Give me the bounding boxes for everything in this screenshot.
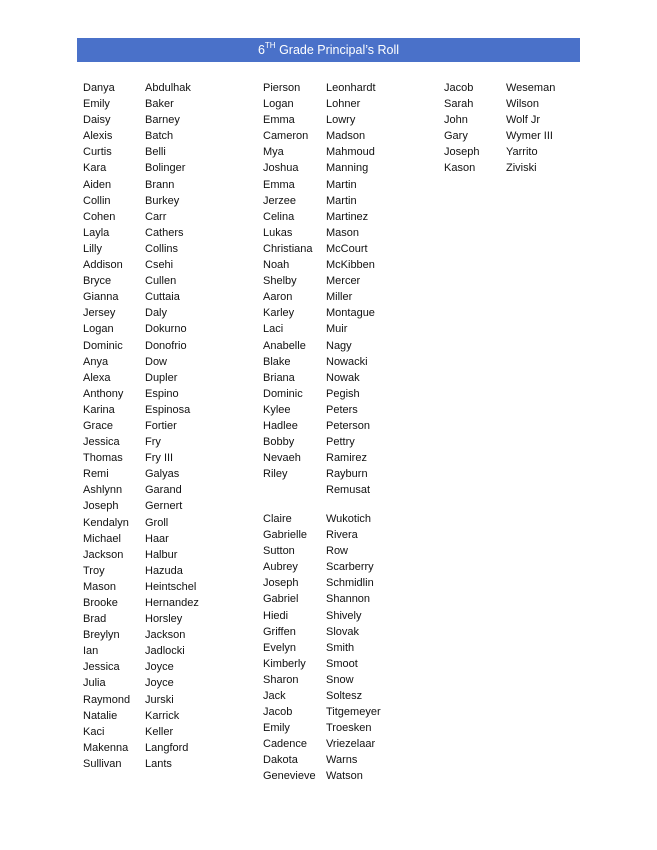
last-name: Garand — [145, 484, 182, 497]
last-name: Vriezelaar — [326, 738, 376, 751]
last-name: Shively — [326, 609, 362, 622]
last-name: Titgemeyer — [326, 706, 381, 719]
last-name: Jurski — [145, 693, 174, 706]
last-name: Espino — [145, 387, 179, 400]
first-name: Alexa — [83, 371, 111, 384]
last-name: McKibben — [326, 259, 375, 272]
last-name: Manning — [326, 162, 369, 175]
last-name: Ramirez — [326, 452, 367, 465]
first-name: Griffen — [263, 625, 296, 638]
last-name: Horsley — [145, 613, 183, 626]
first-name: Logan — [83, 323, 114, 336]
last-name: Peterson — [326, 419, 371, 432]
last-name: Troesken — [326, 722, 372, 735]
first-name: Pierson — [263, 82, 301, 94]
first-name: Gianna — [83, 291, 119, 304]
first-name: Joshua — [263, 162, 299, 175]
last-name: Lowry — [326, 114, 356, 127]
last-name: Joyce — [145, 677, 174, 690]
first-name: Kaci — [83, 725, 105, 738]
last-name: Heintschel — [145, 580, 197, 593]
last-name: Dow — [145, 355, 168, 368]
first-name: Jerzee — [263, 194, 297, 207]
first-name: Aaron — [263, 291, 293, 304]
last-name: Groll — [145, 516, 169, 529]
last-name: Batch — [145, 130, 174, 143]
first-name: Blake — [263, 355, 291, 368]
last-name: Smith — [326, 641, 355, 654]
first-name: Dakota — [263, 754, 298, 767]
first-name: Breylyn — [83, 629, 120, 642]
last-name: Gernert — [145, 500, 183, 513]
first-name: Cohen — [83, 210, 116, 223]
page-title — [77, 38, 580, 62]
first-name: Joseph — [444, 146, 480, 159]
title-prefix: 6 — [257, 43, 265, 57]
last-name: Burkey — [145, 194, 180, 207]
last-name: Montague — [326, 307, 375, 320]
first-name: Kendalyn — [83, 516, 129, 529]
first-name: Hiedi — [263, 609, 289, 622]
first-name: Kylee — [263, 403, 291, 416]
last-name: Madson — [326, 130, 366, 143]
title-superscript: TH — [264, 40, 276, 50]
last-name: Hazuda — [145, 564, 183, 577]
first-name: Karina — [83, 403, 115, 416]
first-name: Lukas — [263, 226, 293, 239]
last-name: Mason — [326, 226, 360, 239]
last-name: Row — [326, 545, 349, 558]
last-name: Nowak — [326, 371, 360, 384]
first-name: Jack — [263, 689, 286, 702]
first-name: Celina — [263, 210, 295, 223]
first-name: Emma — [263, 114, 295, 127]
first-name: Jessica — [83, 661, 120, 674]
last-name: Leonhardt — [326, 82, 376, 94]
last-name: Fry III — [145, 452, 174, 465]
last-name: Miller — [326, 291, 353, 304]
last-name: Jadlocki — [145, 645, 185, 658]
first-name: Troy — [83, 564, 105, 577]
last-name: Pettry — [326, 436, 355, 449]
last-name: Rivera — [326, 529, 358, 542]
first-name: Anabelle — [263, 339, 306, 352]
first-name: Thomas — [83, 452, 123, 465]
last-name: Yarrito — [506, 146, 538, 159]
last-name: Galyas — [145, 468, 180, 481]
last-name: Karrick — [145, 709, 180, 722]
first-name: Layla — [83, 226, 110, 239]
first-name: Gabriel — [263, 593, 299, 606]
last-name: Halbur — [145, 548, 178, 561]
first-name: Sharon — [263, 673, 299, 686]
last-name: Mahmoud — [326, 146, 375, 159]
first-name: Brad — [83, 613, 107, 626]
first-name: Laci — [263, 323, 284, 336]
first-name: Jersey — [83, 307, 116, 320]
last-name: Haar — [145, 532, 169, 545]
first-name: Dominic — [263, 387, 303, 400]
first-name: Bryce — [83, 275, 112, 288]
first-name: Cameron — [263, 130, 309, 143]
first-name: Jackson — [83, 548, 124, 561]
first-name: Sutton — [263, 545, 295, 558]
last-name: Watson — [326, 770, 363, 783]
first-name: Briana — [263, 371, 295, 384]
last-name: Jackson — [145, 629, 186, 642]
last-name: Warns — [326, 754, 358, 767]
first-name: Riley — [263, 468, 288, 481]
last-name: Hernandez — [145, 597, 199, 609]
first-name: Emily — [263, 722, 290, 735]
first-name: Evelyn — [263, 641, 297, 654]
last-name: Fortier — [145, 419, 177, 432]
first-name: Emma — [263, 178, 295, 191]
last-name: Wukotich — [326, 512, 372, 525]
first-name: Makenna — [83, 741, 129, 754]
last-name: Dupler — [145, 371, 178, 384]
last-name: Daly — [145, 307, 168, 320]
last-name: Wolf Jr — [506, 114, 541, 127]
first-name: Nevaeh — [263, 452, 301, 465]
last-name: Smoot — [326, 657, 358, 670]
first-name: Cadence — [263, 738, 308, 751]
first-name: Jacob — [444, 82, 474, 94]
last-name: Joyce — [145, 661, 174, 674]
first-name: Joseph — [83, 500, 119, 513]
first-name: Collin — [83, 194, 111, 207]
last-name: Collins — [145, 242, 179, 255]
first-name: Julia — [83, 677, 106, 690]
first-name: Addison — [83, 259, 123, 272]
first-name: Noah — [263, 259, 290, 272]
first-name: Ashlynn — [83, 484, 123, 497]
first-name: Aiden — [83, 178, 112, 191]
first-name: Kara — [83, 162, 107, 175]
last-name: Nagy — [326, 339, 352, 352]
first-name: Remi — [83, 468, 109, 481]
last-name: Soltesz — [326, 689, 363, 702]
last-name: McCourt — [326, 242, 368, 255]
last-name: Lants — [145, 757, 172, 770]
last-name: Lohner — [326, 98, 361, 111]
last-name: Nowacki — [326, 355, 368, 368]
first-name: Alexis — [83, 130, 113, 143]
first-name: Hadlee — [263, 419, 298, 432]
last-name: Scarberry — [326, 561, 374, 574]
last-name: Schmidlin — [326, 577, 374, 590]
first-name: Emily — [83, 98, 110, 111]
last-name: Carr — [145, 210, 167, 223]
last-name: Peters — [326, 403, 358, 416]
last-name: Pegish — [326, 387, 360, 400]
last-name: Wilson — [506, 98, 540, 111]
first-name: Michael — [83, 532, 121, 545]
first-name: Genevieve — [263, 770, 316, 783]
last-name: Barney — [145, 114, 180, 127]
last-name: Belli — [145, 146, 166, 159]
first-name: Raymond — [83, 693, 131, 706]
first-name: Anya — [83, 355, 109, 368]
first-name: Daisy — [83, 114, 111, 127]
first-name: Gary — [444, 130, 468, 143]
first-name: Dominic — [83, 339, 123, 352]
first-name: Karley — [263, 307, 295, 320]
last-name: Langford — [145, 741, 189, 754]
first-name: Jacob — [263, 706, 293, 719]
first-name: Mason — [83, 580, 117, 593]
last-name: Wymer III — [506, 130, 553, 143]
last-name: Remusat — [326, 484, 371, 497]
first-name: Lilly — [83, 242, 102, 255]
first-name: Natalie — [83, 709, 118, 722]
last-name: Martinez — [326, 210, 369, 223]
last-name: Brann — [145, 178, 175, 191]
last-name: Donofrio — [145, 339, 187, 352]
first-name: Gabrielle — [263, 529, 308, 542]
last-name: Fry — [145, 436, 161, 449]
last-name: Martin — [326, 194, 357, 207]
last-name: Ziviski — [506, 162, 537, 175]
first-name: Jessica — [83, 436, 120, 449]
first-name: Claire — [263, 512, 292, 525]
last-name: Martin — [326, 178, 357, 191]
last-name: Mercer — [326, 275, 361, 288]
first-name: Kason — [444, 162, 476, 175]
last-name: Baker — [145, 98, 174, 111]
first-name: Grace — [83, 419, 113, 432]
title-suffix: Grade Principal’s Roll — [275, 43, 400, 57]
last-name: Keller — [145, 725, 174, 738]
last-name: Cullen — [145, 275, 177, 288]
first-name: Shelby — [263, 275, 297, 288]
first-name: Curtis — [83, 146, 112, 159]
first-name: Anthony — [83, 387, 124, 400]
first-name: Kimberly — [263, 657, 306, 670]
last-name: Slovak — [326, 625, 360, 638]
last-name: Snow — [326, 673, 354, 686]
first-name: Bobby — [263, 436, 295, 449]
last-name: Shannon — [326, 593, 371, 606]
first-name: Danya — [83, 82, 115, 94]
last-name: Rayburn — [326, 468, 368, 481]
first-name: Joseph — [263, 577, 299, 590]
first-name: Sullivan — [83, 757, 122, 770]
first-name: Mya — [263, 146, 284, 159]
last-name: Dokurno — [145, 323, 187, 336]
last-name: Muir — [326, 323, 348, 336]
last-name: Weseman — [506, 82, 556, 94]
first-name: Aubrey — [263, 561, 298, 574]
last-name: Csehi — [145, 259, 174, 272]
first-name: Brooke — [83, 597, 118, 609]
first-name: Sarah — [444, 98, 474, 111]
first-name: Logan — [263, 98, 294, 111]
last-name: Cuttaia — [145, 291, 180, 304]
last-name: Cathers — [145, 226, 184, 239]
first-name: Christiana — [263, 242, 313, 255]
last-name: Bolinger — [145, 162, 186, 175]
first-name: Ian — [83, 645, 99, 658]
first-name: John — [444, 114, 468, 127]
last-name: Abdulhak — [145, 82, 191, 94]
last-name: Espinosa — [145, 403, 191, 416]
